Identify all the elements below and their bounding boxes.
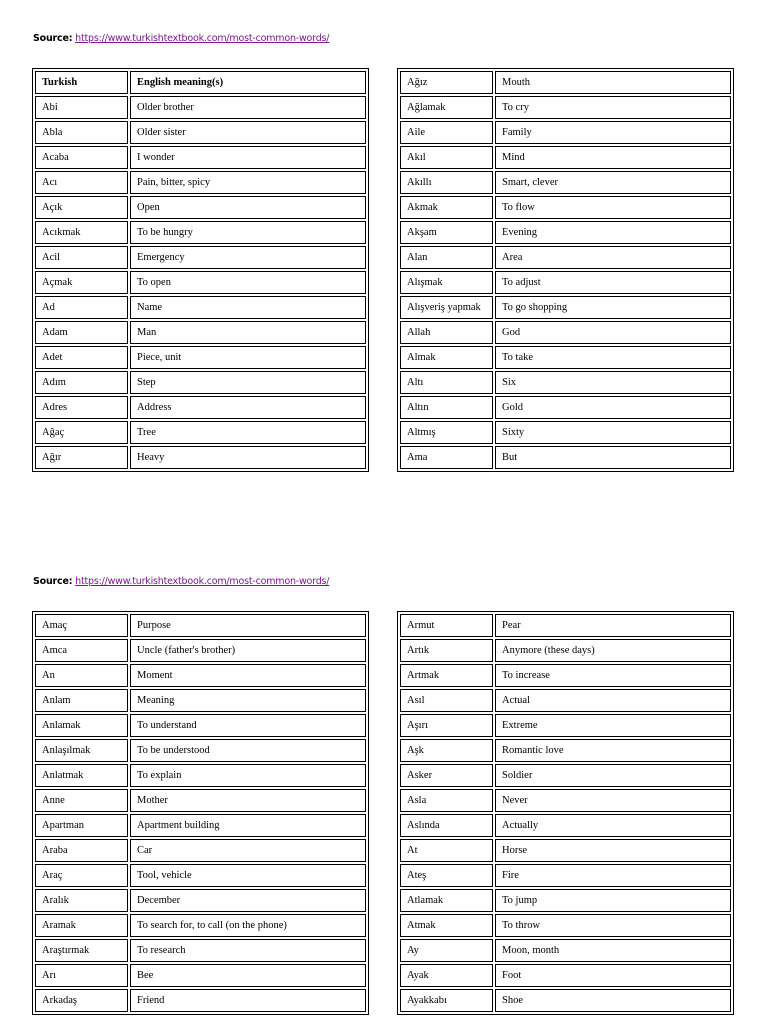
turkish-word: Açık [35,196,128,219]
table-row [400,714,731,737]
table-row [400,196,731,219]
english-meaning: Tree [130,421,366,444]
turkish-word: Apartman [35,814,128,837]
table-row [400,914,731,937]
table-row [35,146,366,169]
table-row [35,96,366,119]
turkish-word: Acil [35,246,128,269]
english-meaning: Six [495,371,731,394]
english-meaning: Romantic love [495,739,731,762]
table-row [400,146,731,169]
english-meaning: To throw [495,914,731,937]
turkish-word: Armut [400,614,493,637]
turkish-word: Amca [35,639,128,662]
turkish-word: Anlamak [35,714,128,737]
english-meaning: To jump [495,889,731,912]
turkish-word: Aşırı [400,714,493,737]
table-row [35,371,366,394]
table-row [400,96,731,119]
table-row [400,246,731,269]
turkish-word: Anlaşılmak [35,739,128,762]
turkish-word: Alışmak [400,271,493,294]
turkish-word: Arı [35,964,128,987]
turkish-word: Ağaç [35,421,128,444]
english-meaning: To research [130,939,366,962]
turkish-word: Artmak [400,664,493,687]
english-meaning: Address [130,396,366,419]
english-meaning: To cry [495,96,731,119]
turkish-word: Aralık [35,889,128,912]
english-meaning: To increase [495,664,731,687]
turkish-word: Ayakkabı [400,989,493,1012]
table-row [400,839,731,862]
source-line-bottom [33,576,329,587]
english-meaning: To search for, to call (on the phone) [130,914,366,937]
table-row [400,396,731,419]
english-meaning: To understand [130,714,366,737]
turkish-word: Aile [400,121,493,144]
english-meaning: Mind [495,146,731,169]
table-row [400,446,731,469]
turkish-word: Acı [35,171,128,194]
table-row [35,889,366,912]
turkish-word: Aramak [35,914,128,937]
english-meaning: Soldier [495,764,731,787]
turkish-word: Asker [400,764,493,787]
table-row [400,939,731,962]
table-row [35,939,366,962]
table-row [35,171,366,194]
english-meaning: Moon, month [495,939,731,962]
english-meaning: Older brother [130,96,366,119]
english-meaning: But [495,446,731,469]
english-meaning: Emergency [130,246,366,269]
english-meaning: Meaning [130,689,366,712]
turkish-word: Anlatmak [35,764,128,787]
table-row [400,664,731,687]
english-meaning: I wonder [130,146,366,169]
turkish-word: Artık [400,639,493,662]
english-meaning: Tool, vehicle [130,864,366,887]
english-meaning: Actual [495,689,731,712]
turkish-word: Arkadaş [35,989,128,1012]
turkish-word: Ay [400,939,493,962]
table-row [35,914,366,937]
english-meaning: To open [130,271,366,294]
source-link[interactable]: https://www.turkishtextbook.com/most-common-words/ [75,576,330,587]
table-row [400,321,731,344]
table-row [35,764,366,787]
table-row [400,171,731,194]
table-row [35,346,366,369]
english-meaning: Horse [495,839,731,862]
turkish-word: Ağlamak [400,96,493,119]
table-row [400,989,731,1012]
table-row [400,271,731,294]
vocab-table-1 [32,68,369,472]
english-meaning: Uncle (father's brother) [130,639,366,662]
turkish-word: Adam [35,321,128,344]
english-meaning: Mother [130,789,366,812]
vocab-table-4 [397,611,734,1015]
turkish-word: Açmak [35,271,128,294]
english-meaning: Shoe [495,989,731,1012]
english-meaning: Friend [130,989,366,1012]
turkish-word: Ayak [400,964,493,987]
table-row [35,221,366,244]
english-meaning: To adjust [495,271,731,294]
english-meaning: Piece, unit [130,346,366,369]
vocab-table-3 [32,611,369,1015]
table-row [400,71,731,94]
table-row [35,714,366,737]
table-row [35,989,366,1012]
english-meaning: To explain [130,764,366,787]
turkish-word: Altın [400,396,493,419]
source-line-top [33,33,329,44]
turkish-word: An [35,664,128,687]
english-meaning: Area [495,246,731,269]
turkish-word: Abla [35,121,128,144]
table-row [400,764,731,787]
english-meaning: Never [495,789,731,812]
turkish-word: Allah [400,321,493,344]
turkish-word: At [400,839,493,862]
table-row [35,196,366,219]
table-row [35,446,366,469]
table-row [35,614,366,637]
table-row [400,964,731,987]
turkish-word: Ad [35,296,128,319]
table-row [35,964,366,987]
english-meaning: God [495,321,731,344]
table-row [400,421,731,444]
table-row [35,664,366,687]
english-meaning: Sixty [495,421,731,444]
table-row [400,814,731,837]
english-meaning: To go shopping [495,296,731,319]
table-row [35,814,366,837]
table-row [400,614,731,637]
english-meaning: Purpose [130,614,366,637]
turkish-word: Ağır [35,446,128,469]
turkish-word: Akşam [400,221,493,244]
turkish-word: Atmak [400,914,493,937]
table-row [35,421,366,444]
table-row [35,689,366,712]
turkish-word: Ama [400,446,493,469]
turkish-word: Adım [35,371,128,394]
turkish-word: Alan [400,246,493,269]
english-meaning: Bee [130,964,366,987]
table-row [35,121,366,144]
table-row [35,839,366,862]
turkish-word: Altı [400,371,493,394]
turkish-word: Akmak [400,196,493,219]
english-meaning: Family [495,121,731,144]
turkish-word: Aşk [400,739,493,762]
english-meaning: Heavy [130,446,366,469]
turkish-word: Amaç [35,614,128,637]
english-meaning: Moment [130,664,366,687]
table-row [35,296,366,319]
english-meaning: December [130,889,366,912]
table-row [400,789,731,812]
table-row [35,396,366,419]
english-meaning: Older sister [130,121,366,144]
english-meaning: Anymore (these days) [495,639,731,662]
table-row [35,739,366,762]
turkish-word: Atlamak [400,889,493,912]
table-row [35,271,366,294]
english-meaning: Man [130,321,366,344]
english-meaning: Apartment building [130,814,366,837]
turkish-word: Acaba [35,146,128,169]
english-meaning: Open [130,196,366,219]
english-meaning: Evening [495,221,731,244]
english-meaning: Pain, bitter, spicy [130,171,366,194]
table-row [400,121,731,144]
turkish-word: Akıllı [400,171,493,194]
english-meaning: Mouth [495,71,731,94]
source-label: Source: [33,576,73,587]
turkish-word: Alışveriş yapmak [400,296,493,319]
turkish-word: Araştırmak [35,939,128,962]
english-meaning: To be understood [130,739,366,762]
header-english: English meaning(s) [130,71,366,94]
table-row [35,789,366,812]
table-row [400,889,731,912]
english-meaning: Pear [495,614,731,637]
table-row [35,321,366,344]
english-meaning: To flow [495,196,731,219]
table-row [400,639,731,662]
turkish-word: Ateş [400,864,493,887]
english-meaning: Gold [495,396,731,419]
turkish-word: Anlam [35,689,128,712]
english-meaning: Extreme [495,714,731,737]
english-meaning: Actually [495,814,731,837]
turkish-word: Araba [35,839,128,862]
turkish-word: Altmış [400,421,493,444]
english-meaning: To be hungry [130,221,366,244]
english-meaning: To take [495,346,731,369]
english-meaning: Name [130,296,366,319]
header-turkish: Turkish [35,71,128,94]
turkish-word: Ağız [400,71,493,94]
turkish-word: Araç [35,864,128,887]
table-row [400,296,731,319]
turkish-word: Anne [35,789,128,812]
table-header-row [35,71,366,94]
table-row [400,221,731,244]
table-row [400,739,731,762]
turkish-word: Adet [35,346,128,369]
english-meaning: Step [130,371,366,394]
turkish-word: Abi [35,96,128,119]
turkish-word: Almak [400,346,493,369]
table-row [400,346,731,369]
table-row [400,689,731,712]
turkish-word: Aslında [400,814,493,837]
turkish-word: Acıkmak [35,221,128,244]
turkish-word: Asıl [400,689,493,712]
turkish-word: Asla [400,789,493,812]
english-meaning: Car [130,839,366,862]
table-row [400,864,731,887]
source-label: Source: [33,33,73,44]
table-row [35,639,366,662]
english-meaning: Foot [495,964,731,987]
english-meaning: Smart, clever [495,171,731,194]
table-row [35,864,366,887]
table-row [400,371,731,394]
turkish-word: Akıl [400,146,493,169]
source-link[interactable]: https://www.turkishtextbook.com/most-common-words/ [75,33,330,44]
turkish-word: Adres [35,396,128,419]
english-meaning: Fire [495,864,731,887]
table-row [35,246,366,269]
vocab-table-2 [397,68,734,472]
